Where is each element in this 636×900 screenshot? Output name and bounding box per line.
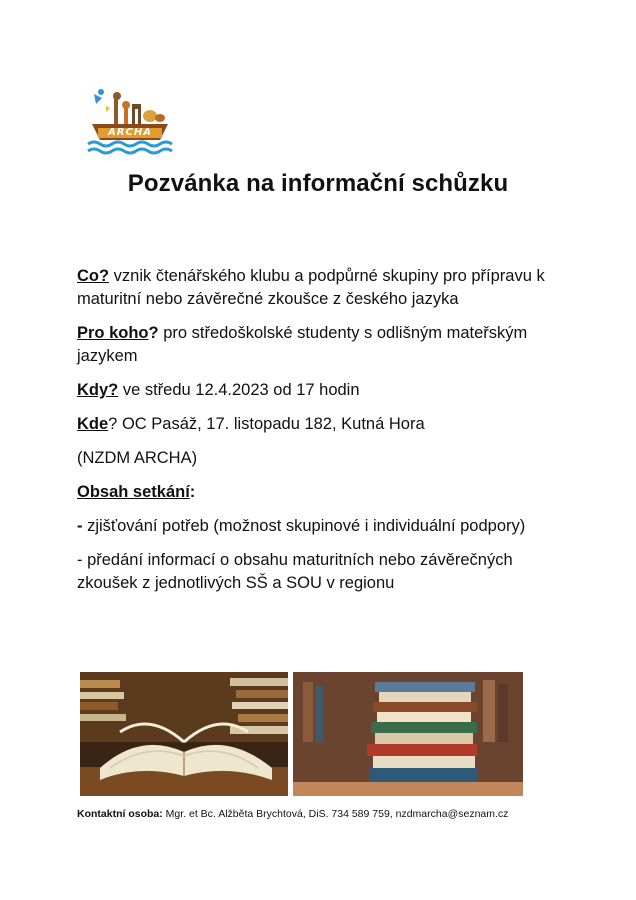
text-co: vznik čtenářského klubu a podpůrné skupiny pro přípravu k maturitní nebo závěrečné zkoušce z českého jazyka	[77, 267, 545, 308]
archa-logo	[84, 84, 176, 156]
contact-text: Mgr. et Bc. Alžběta Brychtová, DiS. 734 589 759, nzdmarcha@seznam.cz	[162, 808, 509, 820]
label-kdy: Kdy?	[77, 381, 119, 399]
item-kde-extra: (NZDM ARCHA)	[77, 449, 198, 467]
text-kde: OC Pasáž, 17. listopadu 182, Kutná Hora	[117, 415, 425, 433]
contact-label: Kontaktní osoba:	[77, 808, 163, 820]
bullet-1-text: zjišťování potřeb (možnost skupinové i individuální podpory)	[82, 517, 526, 535]
label-co: Co?	[77, 267, 110, 285]
label-obsah: Obsah setkání	[77, 483, 190, 501]
label-pro-koho: Pro koho	[77, 324, 149, 342]
item-kde	[77, 413, 567, 436]
bullet-1-dash: -	[77, 517, 83, 535]
qmark-kde: ?	[108, 415, 118, 433]
text-kdy: ve středu 12.4.2023 od 17 hodin	[118, 381, 360, 399]
qmark-pro-koho: ?	[148, 324, 159, 342]
text-pro-koho: pro středoškolské studenty s odlišným mateřským jazykem	[77, 324, 528, 365]
bullet-2: - předání informací o obsahu maturitních nebo závěrečných zkoušek z jednotlivých SŠ a SOU v regionu	[77, 551, 513, 592]
invitation-body	[77, 265, 567, 606]
colon-obsah: :	[189, 483, 196, 501]
item-kdy	[77, 379, 567, 402]
contact-footer	[77, 808, 508, 820]
page-title: Pozvánka na informační schůzku	[127, 170, 509, 197]
item-co	[77, 265, 567, 311]
photo-open-book	[80, 672, 288, 796]
label-kde: Kde	[77, 415, 109, 433]
item-pro-koho	[77, 322, 567, 368]
logo-text: ARCHA	[108, 127, 152, 138]
bullet-1	[77, 515, 567, 538]
photo-book-stack	[293, 672, 523, 796]
item-obsah	[77, 481, 567, 504]
